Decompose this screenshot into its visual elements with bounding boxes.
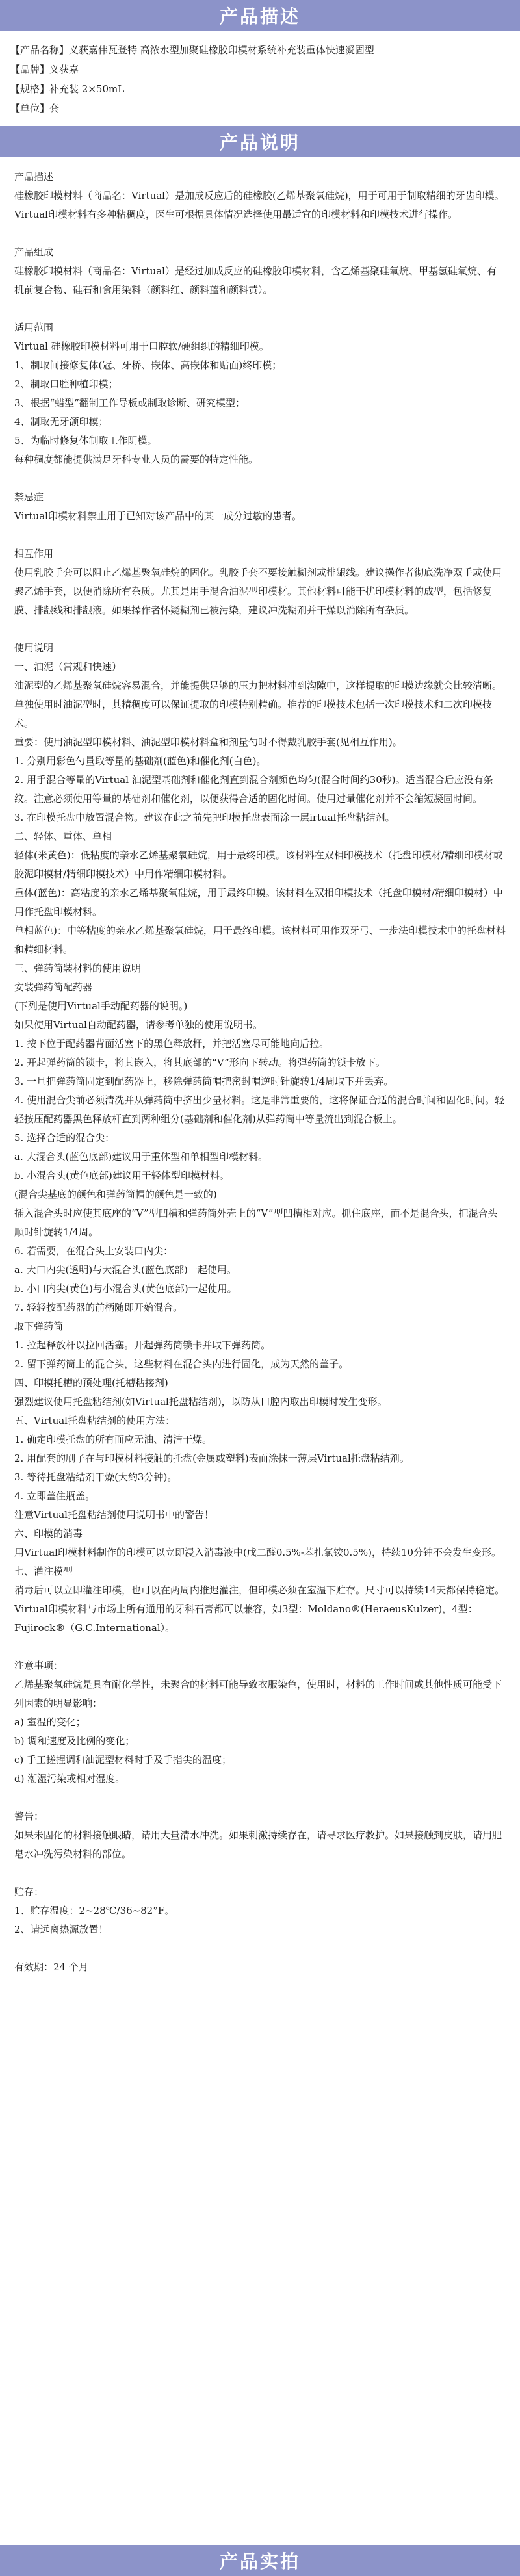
- instruction-line: 1、贮存温度：2~28℃/36~82°F。: [14, 1905, 175, 1916]
- spec-key: 【产品名称】: [10, 44, 70, 56]
- instruction-line: 产品描述: [14, 171, 54, 183]
- instruction-line: 三、弹药筒装材料的使用说明: [14, 962, 142, 974]
- spec-list: [0, 31, 520, 126]
- spec-value: 套: [49, 103, 60, 114]
- instruction-line: 1. 分别用彩色勺量取等量的基础剂(蓝色)和催化剂(白色)。: [14, 755, 266, 767]
- instruction-line: b. 小混合头(黄色底部)建议用于轻体型印模材料。: [14, 1170, 229, 1181]
- instruction-line: 3. 等待托盘粘结剂干燥(大约3分钟)。: [14, 1471, 177, 1483]
- instruction-line: 3、根据“蜡型”翻制工作导板或制取诊断、研究模型；: [14, 397, 245, 409]
- instruction-line: 贮存：: [14, 1886, 44, 1898]
- instruction-line: 硅橡胶印模材料（商品名：Virtual）是加成反应后的硅橡胶(乙烯基聚氧硅烷)，用于可用于制取精细的牙齿印模。Virtual印模材料有多种粘稠度，医生可根据具体情况选择使用最适宜的印模材料和印模技术进行操作。: [14, 190, 504, 220]
- instruction-line: b) 调和速度及比例的变化；: [14, 1735, 135, 1747]
- instruction-line: 使用说明: [14, 642, 54, 654]
- instruction-line: Virtual印模材料禁止用于已知对该产品中的某一成分过敏的患者。: [14, 510, 302, 522]
- instruction-line: 7. 轻轻按配药器的前柄随即开始混合。: [14, 1302, 183, 1313]
- spec-value: 义获嘉伟瓦登特 高浓水型加聚硅橡胶印模材系统补充装重体快速凝固型: [69, 44, 374, 56]
- instruction-line: 3. 在印模托盘中放置混合物。建议在此之前先把印模托盘表面涂一层irtual托盘粘结剂。: [14, 812, 395, 823]
- instruction-line: b. 小口内尖(黄色)与小混合头(黄色底部)一起使用。: [14, 1283, 237, 1294]
- paragraph-gap: [14, 526, 506, 545]
- instruction-line: 单相蓝色)：中等粘度的亲水乙烯基聚氧硅烷，用于最终印模。该材料可用作双牙弓、一步法印模技术中的托盘材料和精细材料。: [14, 925, 506, 955]
- instruction-line: 适用范围: [14, 322, 54, 333]
- instruction-line: 轻体(米黄色)：低粘度的亲水乙烯基聚氧硅烷，用于最终印模。该材料在双相印模技术（托盘印模材/精细印模材或胶泥印模材/精细印模技术）中用作精细印模材料。: [14, 849, 503, 880]
- paragraph-gap: [14, 1638, 506, 1656]
- instruction-line: 消毒后可以立即灌注印模，也可以在两周内推迟灌注，但印模必须在室温下贮存。尺寸可以持续14天都保持稳定。Virtual印模材料与市场上所有通用的牙科石膏都可以兼容，如3型：Moldano®(HeraeusKulzer)，4型：Fujirock®（G.C.International）。: [14, 1584, 505, 1634]
- instruction-line: 有效期：24 个月: [14, 1961, 88, 1973]
- instruction-line: 五、Virtual托盘粘结剂的使用方法：: [14, 1415, 175, 1426]
- instruction-line: 二、轻体、重体、单相: [14, 831, 112, 842]
- paragraph-gap: [14, 1788, 506, 1807]
- paragraph-gap: [14, 300, 506, 318]
- instruction-line: 注意Virtual托盘粘结剂使用说明书中的警告！: [14, 1509, 214, 1521]
- instruction-line: 相互作用: [14, 548, 54, 560]
- instruction-line: 2、请远离热源放置！: [14, 1924, 109, 1935]
- spec-key: 【规格】: [10, 83, 50, 95]
- instruction-line: 油泥型的乙烯基聚氧硅烷容易混合，并能提供足够的压力把材料冲到沟隙中，这样提取的印模边缘就会比较清晰。单独使用时油泥型时，其精稠度可以保证提取的印模特别精确。推荐的印模技术包括一次印模技术和二次印模技术。: [14, 680, 502, 729]
- instruction-line: 2. 用手混合等量的Virtual 油泥型基础剂和催化剂直到混合剂颜色均匀(混合时间约30秒)。适当混合后应没有条纹。注意必须使用等量的基础剂和催化剂，以便获得合适的固化时间。使用过量催化剂并不会缩短凝固时间。: [14, 774, 493, 805]
- instruction-line: 2. 留下弹药筒上的混合头，这些材料在混合头内进行固化，成为天然的盖子。: [14, 1358, 349, 1370]
- instruction-line: 如果未固化的材料接触眼睛，请用大量清水冲洗。如果刺激持续存在，请寻求医疗救护。如果接触到皮肤，请用肥皂水冲洗污染材料的部位。: [14, 1829, 502, 1860]
- instruction-line: 用Virtual印模材料制作的印模可以立即浸入消毒液中(戊二醛0.5%-苯扎氯铵0.5%)，持续10分钟不会发生变形。: [14, 1547, 502, 1558]
- paragraph-gap: [14, 469, 506, 488]
- paragraph-gap: [14, 1939, 506, 1958]
- instruction-line: d) 潮湿污染或相对湿度。: [14, 1773, 125, 1784]
- instruction-line: a. 大混合头(蓝色底部)建议用于重体型和单相型印模材料。: [14, 1151, 268, 1163]
- instruction-line: c) 手工搓捏调和油泥型材料时手及手指尖的温度；: [14, 1754, 232, 1766]
- instruction-line: 取下弹药筒: [14, 1320, 64, 1332]
- instruction-line: 注意事项：: [14, 1660, 64, 1671]
- instruction-line: 重体(蓝色)：高粘度的亲水乙烯基聚氧硅烷，用于最终印模。该材料在双相印模技术（托盘印模材/精细印模材）中用作托盘印模材料。: [14, 887, 503, 918]
- instruction-line: 1. 拉起释放杆以拉回活塞。开起弹药筒锁卡并取下弹药筒。: [14, 1339, 271, 1351]
- instruction-line: 警告：: [14, 1810, 44, 1822]
- instruction-line: 2. 用配套的刷子在与印模材料接触的托盘(金属或塑料)表面涂抹一薄层Virtual托盘粘结剂。: [14, 1452, 410, 1464]
- instruction-line: (下列是使用Virtual手动配药器的说明。): [14, 1000, 188, 1012]
- spec-value: 补充装 2×50mL: [49, 83, 125, 95]
- section-header-instructions: 产品说明: [0, 126, 520, 157]
- instruction-line: 四、印模托槽的预处理(托槽粘接剂): [14, 1377, 168, 1389]
- instruction-line: 5. 选择合适的混合尖：: [14, 1132, 115, 1144]
- spec-row: [10, 79, 510, 99]
- instruction-line: 4. 立即盖住瓶盖。: [14, 1490, 96, 1502]
- instruction-line: 禁忌症: [14, 491, 44, 503]
- paragraph-gap: [14, 620, 506, 639]
- spec-row: [10, 40, 510, 60]
- instruction-line: 重要：使用油泥型印模材料、油泥型印模材料盒和剂量勺时不得戴乳胶手套(见相互作用)。: [14, 736, 402, 748]
- instruction-line: 插入混合头时应使其底座的“V”型凹槽和弹药筒外壳上的“V”型凹槽相对应。抓住底座，而不是混合头，把混合头顺时针旋转1/4周。: [14, 1207, 498, 1238]
- instruction-line: (混合尖基底的颜色和弹药筒帽的颜色是一致的): [14, 1189, 217, 1200]
- instruction-line: 乙烯基聚氧硅烷是具有耐化学性，未聚合的材料可能导致衣服染色，使用时，材料的工作时间或其他性质可能受下列因素的明显影响：: [14, 1679, 502, 1709]
- instruction-line: 安装弹药筒配药器: [14, 981, 93, 993]
- section-header-photos: 产品实拍: [0, 2545, 520, 2576]
- instruction-line: 1、制取间接修复体(冠、牙桥、嵌体、高嵌体和贴面)终印模；: [14, 359, 282, 371]
- instruction-line: 使用乳胶手套可以阻止乙烯基聚氧硅烷的固化。乳胶手套不要接触糊剂或排龈线。建议操作者彻底洗净双手或使用聚乙烯手套，以便消除所有杂质。尤其是用手混合油泥型印模材。其他材料可能干扰印模材料的成型，包括修复膜、排龈线和排龈液。如果操作者怀疑糊剂已被污染，建议冲洗糊剂并干燥以消除所有杂质。: [14, 567, 502, 616]
- instruction-line: 2、制取口腔种植印模；: [14, 378, 118, 390]
- spec-row: [10, 99, 510, 118]
- instruction-line: 产品组成: [14, 246, 54, 258]
- spec-row: [10, 60, 510, 79]
- instruction-line: 强烈建议使用托盘粘结剂(如Virtual托盘粘结剂)，以防从口腔内取出印模时发生变形。: [14, 1396, 387, 1408]
- spec-key: 【品牌】: [10, 64, 50, 75]
- instruction-line: a) 室温的变化；: [14, 1716, 86, 1728]
- spec-value: 义获嘉: [49, 64, 79, 75]
- instruction-line: 七、灌注模型: [14, 1565, 73, 1577]
- instruction-line: 2. 开起弹药筒的锁卡，将其嵌入，将其底部的“V”形向下转动。将弹药筒的锁卡放下。: [14, 1057, 385, 1068]
- instruction-line: 一、油泥（常规和快速）: [14, 661, 122, 673]
- instruction-line: 3. 一旦把弹药筒固定到配药器上，移除弹药筒帽把密封帽逆时针旋转1/4周取下并丢弃。: [14, 1075, 394, 1087]
- instruction-line: 硅橡胶印模材料（商品名：Virtual）是经过加成反应的硅橡胶印模材料，含乙烯基聚硅氧烷、甲基氢硅氧烷、有机前复合物、硅石和食用染料（颜料红、颜料蓝和颜料黄）。: [14, 265, 497, 296]
- instruction-line: 1. 确定印模托盘的所有面应无油、清洁干燥。: [14, 1434, 213, 1445]
- instructions-body: [0, 157, 520, 1982]
- section-header-description: 产品描述: [0, 0, 520, 31]
- instruction-line: a. 大口内尖(透明)与大混合头(蓝色底部)一起使用。: [14, 1264, 237, 1276]
- instruction-line: 1. 按下位于配药器背面活塞下的黑色释放杆，并把活塞尽可能地向后拉。: [14, 1038, 330, 1050]
- instruction-line: Virtual 硅橡胶印模材料可用于口腔软/硬组织的精细印模。: [14, 341, 269, 352]
- spec-key: 【单位】: [10, 103, 50, 114]
- paragraph-gap: [14, 224, 506, 243]
- instruction-line: 6. 若需要，在混合头上安装口内尖：: [14, 1245, 174, 1257]
- instruction-line: 如果使用Virtual自动配药器，请参考单独的使用说明书。: [14, 1019, 263, 1031]
- instruction-line: 六、印模的消毒: [14, 1528, 83, 1539]
- paragraph-gap: [14, 1864, 506, 1883]
- instruction-line: 4. 使用混合尖前必须清洗并从弹药筒中挤出少量材料。这是非常重要的，这将保证合适的混合时间和固化时间。轻轻按压配药器黑色释放杆直到两种组分(基础剂和催化剂)从弹药筒中等量流出到混合板上。: [14, 1094, 505, 1125]
- instruction-line: 5、为临时修复体制取工作阴模。: [14, 435, 157, 446]
- instruction-line: 每种稠度都能提供满足牙科专业人员的需要的特定性能。: [14, 454, 259, 465]
- instruction-line: 4、制取无牙颌印模；: [14, 416, 109, 428]
